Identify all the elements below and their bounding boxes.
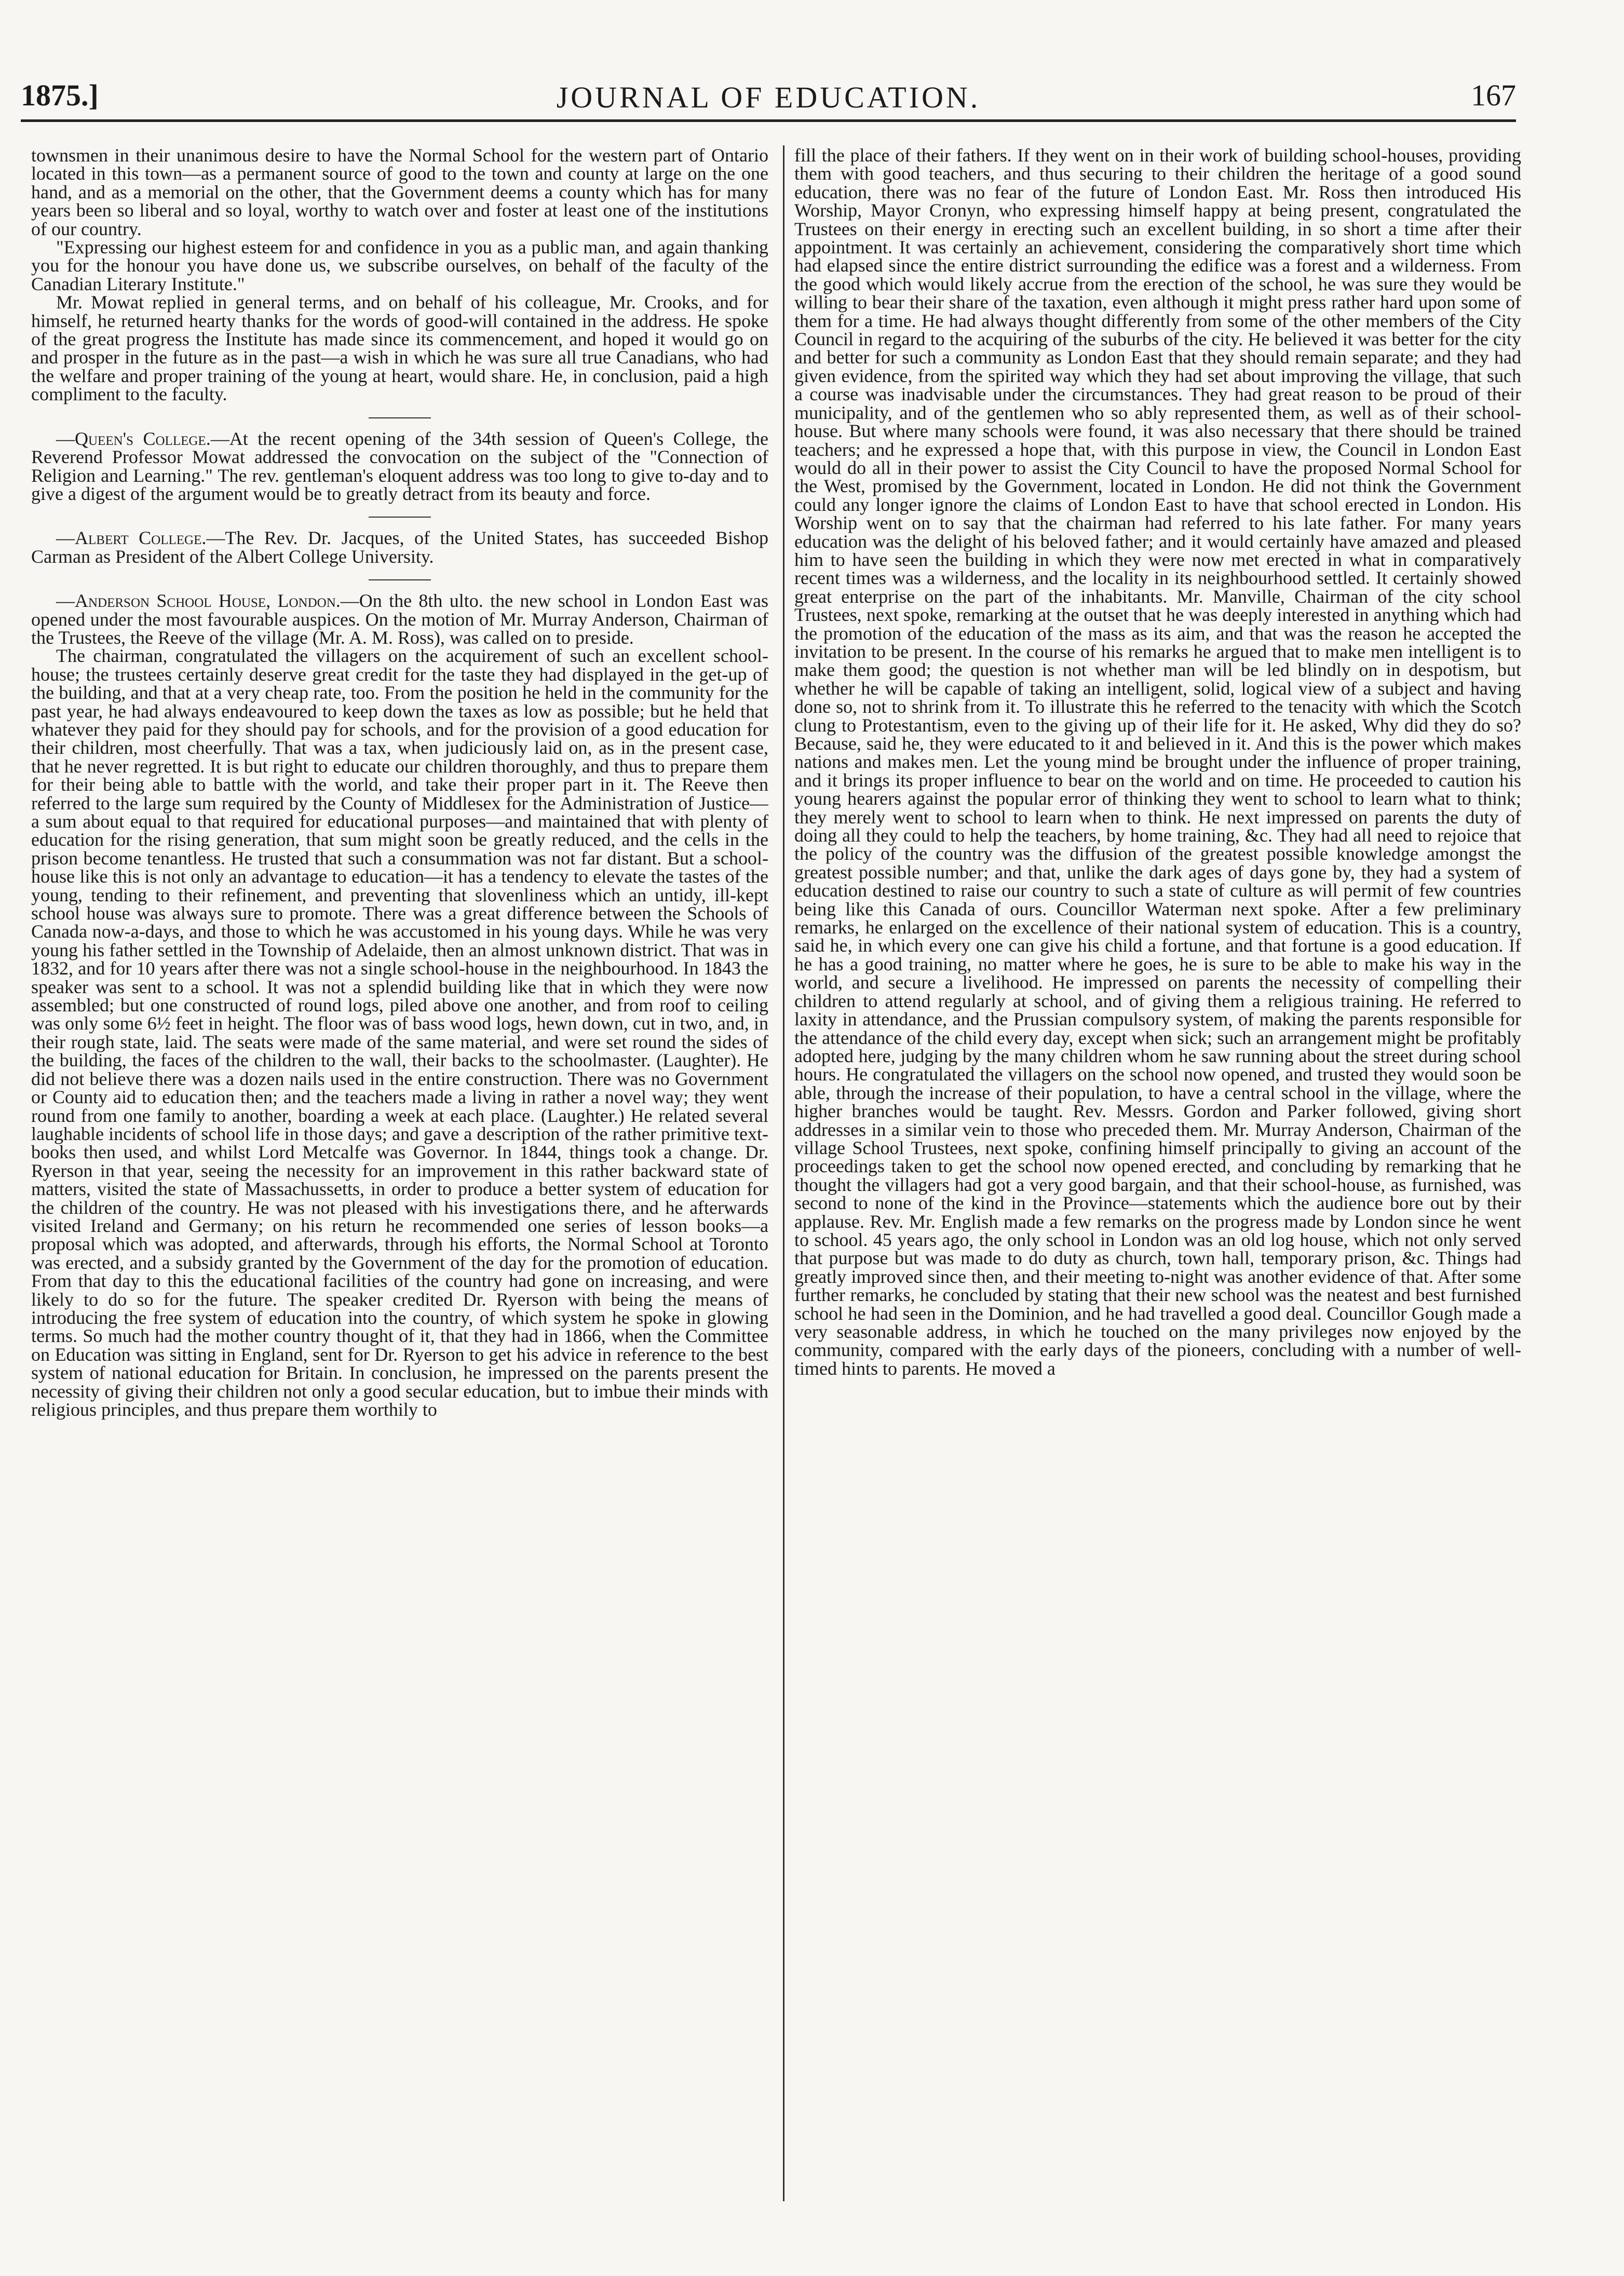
news-heading: —Queen's College.: [56, 428, 211, 449]
paragraph: "Expressing our highest esteem for and confidence in you as a public man, and again thanking you for the honour you have done us, we subscribe ourselves, on behalf of the faculty of the Canadian Literary Institute.": [31, 237, 768, 294]
running-header: [21, 78, 1516, 122]
journal-title: JOURNAL OF EDUCATION.: [556, 80, 981, 114]
section-divider: [369, 517, 431, 518]
news-text: —At the recent opening of the 34th session of Queen's College, the Reverend Professor Mowat addressed the convocation on the subject of the "Connection of Religion and Learning." The rev. gentleman's eloquent address was too long to give to-day and to give a digest of the argument would be to greatly detract from its beauty and force.: [31, 428, 768, 504]
column-rule: [783, 145, 784, 2201]
news-item-albert-college: [31, 529, 768, 566]
header-year: 1875.]: [21, 78, 99, 112]
right-column: [794, 146, 1521, 2197]
paragraph: townsmen in their unanimous desire to have the Normal School for the western part of Ontario located in this town—as a permanent source of good to the town and county at large on the one hand, and as a memorial on the other, that the Government deems a county which has for many years been so liberal and so loyal, worthy to watch over and foster at least one of the institutions of our country.: [31, 146, 768, 239]
news-heading: —Anderson School House, London.: [56, 590, 341, 612]
paragraph: The chairman, congratulated the villagers on the acquirement of such an excellent school-house; the trustees certainly deserve great credit for the taste they had displayed in the get-up of the building, and that at a very cheap rate, too. From the position he held in the community for the past year, he had always endeavoured to keep down the taxes as low as possible; but he held that whatever they paid for they should pay for schools, and for the provision of a good education for their children, most cheerfully. That was a tax, when judiciously laid on, as in the present case, that he never regretted. It is but right to educate our children thoroughly, and thus to prepare them for their being able to battle with the world, and take their proper part in it. The Reeve then referred to the large sum required by the County of Middlesex for the Administration of Justice—a sum about equal to that required for educational purposes—and maintained that with plenty of education for the rising generation, that sum might soon be greatly reduced, and the cells in the prison become tenantless. He trusted that such a consummation was not far distant. But a school-house like this is not only an advantage to education—it has a tendency to elevate the tastes of the young, tending to their refinement, and preventing that slovenliness which an untidy, ill-kept school house was always sure to promote. There was a great difference between the Schools of Canada now-a-days, and those to which he was accustomed in his young days. While he was very young his father settled in the Township of Adelaide, then an almost unknown district. That was in 1832, and for 10 years after there was not a single school-house in the neighbourhood. In 1843 the speaker was sent to a school. It was not a splendid building like that in which they were now assembled; but one constructed of round logs, piled above one another, and from roof to ceiling was only some 6½ feet in height. The floor was of bass wood logs, hewn down, cut in two, and, in their rough state, laid. The seats were made of the same material, and were set round the sides of the building, the faces of the children to the wall, their backs to the schoolmaster. (Laughter). He did not believe there was a dozen nails used in the entire construction. There was no Government or County aid to education then; and the teachers made a living in rather a novel way; they went round from one family to another, boarding a week at each place. (Laughter.) He related several laughable incidents of school life in those days; and gave a description of the rather primitive text-books then used, and whilst Lord Metcalfe was Governor. In 1844, things took a change. Dr. Ryerson in that year, seeing the necessity for an improvement in this rather backward state of matters, visited the state of Massachussetts, in order to produce a better system of education for the children of the country. He was not pleased with his investigations there, and he afterwards visited Ireland and Germany; on his return he recommended one series of lesson books—a proposal which was adopted, and afterwards, through his efforts, the Normal School at Toronto was erected, and a subsidy granted by the Government of the day for the promotion of education. From that day to this the educational facilities of the country had gone on increasing, and were likely to do so for the future. The speaker credited Dr. Ryerson with being the means of introducing the free system of education into the country, of which system he spoke in glowing terms. So much had the mother country thought of it, that they had in 1866, when the Committee on Education was sitting in England, sent for Dr. Ryerson to get his advice in reference to the best system of national education for Britain. In conclusion, he impressed on the parents present the necessity of giving their children not only a good secular education, but to imbue their minds with religious principles, and thus prepare them worthily to: [31, 645, 768, 1420]
news-text: —On the 8th ulto. the new school in London East was opened under the most favourable auspices. On the motion of Mr. Murray Anderson, Chairman of the Trustees, the Reeve of the village (Mr. A. M. Ross), was called on to preside.: [31, 590, 768, 648]
left-column: [31, 146, 768, 2197]
paragraph: Mr. Mowat replied in general terms, and on behalf of his colleague, Mr. Crooks, and for himself, he returned hearty thanks for the words of good-will contained in the address. He spoke of the great progress the Institute has made since its commencement, and hoped it would go on and prosper in the future as in the past—a wish in which he was sure all true Canadians, who had the welfare and proper training of the young at heart, would share. He, in conclusion, paid a high compliment to the faculty.: [31, 292, 768, 405]
news-item-anderson-school: [31, 592, 768, 647]
section-divider: [369, 579, 431, 580]
news-item-queens-college: [31, 430, 768, 504]
paragraph: fill the place of their fathers. If they went on in their work of building school-houses, providing them with good teachers, and thus securing to their children the heritage of a good sound education, there was no fear of the future of London East. Mr. Ross then introduced His Worship, Mayor Cronyn, who expressing himself happy at being present, congratulated the Trustees on their energy in erecting such an excellent building, in so short a time after their appointment. It was certainly an achievement, considering the comparatively short time which had elapsed since the entire district surrounding the edifice was a forest and a wilderness. From the good which would likely accrue from the erection of the school, he was sure they would be willing to bear their share of the taxation, even although it might press rather hard upon some of them for a time. He had always thought differently from some of the other members of the City Council in regard to the acquiring of the suburbs of the city. He believed it was better for the city and better for such a community as London East that they should remain separate; and they had given evidence, from the spirited way which they had set about improving the village, that such a course was inadvisable under the circumstances. They had great reason to be proud of their municipality, and of the gentlemen who so ably represented them, as well as of their school-house. But where many schools were found, it was also necessary that there should be trained teachers; and he expressed a hope that, with this purpose in view, the Council in London East would do all in their power to assist the City Council to have the proposed Normal School for the West, promised by the Government, located in London. He did not think the Government could any longer ignore the claims of London East to have that school erected in London. His Worship went on to say that the chairman had referred to his late father. For many years education was the delight of his beloved father; and it would certainly have amazed and pleased him to have seen the building in which they were now met erected in what in comparatively recent times was a wilderness, and the locality in its neighbourhood settled. It certainly showed great enterprise on the part of the inhabitants. Mr. Manville, Chairman of the city school Trustees, next spoke, remarking at the outset that he was deeply interested in anything which had the promotion of the education of the mass as its aim, and that was the reason he accepted the invitation to be present. In the course of his remarks he argued that to make men intelligent is to make them good; the question is not whether man will be led blindly on in despotism, but whether he will be capable of taking an intelligent, solid, logical view of a subject and having done so, not to shrink from it. To illustrate this he referred to the tenacity with which the Scotch clung to Protestantism, even to the giving up of their life for it. He asked, Why did they do so? Because, said he, they were educated to it and believed in it. And this is the power which makes nations and makes men. Let the young mind be brought under the influence of proper training, and it brings its proper influence to bear on the world and on time. He proceeded to caution his young hearers against the popular error of thinking they went to school to learn what to think; they merely went to school to learn when to think. He next impressed on parents the duty of doing all they could to help the teachers, by home training, &c. They had all need to rejoice that the policy of the country was the diffusion of the greatest possible knowledge amongst the greatest possible number; and that, unlike the dark ages of days gone by, they had a system of education destined to raise our country to such a state of culture as will permit of few countries being like this Canada of ours. Councillor Waterman next spoke. After a few preliminary remarks, he enlarged on the excellence of their national system of education. This is a country, said he, in which every one can give his child a fortune, and that fortune is a good education. If he has a good training, no matter where he goes, he is sure to be able to make his way in the world, and secure a livelihood. He impressed on parents the necessity of compelling their children to attend regularly at school, and of giving them a religious training. He referred to laxity in attendance, and the Prussian compulsory system, of making the parents responsible for the attendance of the child every day, except when sick; such an arrangement might be profitably adopted here, judging by the many children whom he saw running about the street during school hours. He congratulated the villagers on the school now opened, and trusted they would soon be able, through the increase of their population, to have a central school in the village, where the higher branches would be taught. Rev. Messrs. Gordon and Parker followed, giving short addresses in a similar vein to those who preceded them. Mr. Murray Anderson, Chairman of the village School Trustees, next spoke, confining himself principally to giving an account of the proceedings taken to get the school now opened erected, and concluding by remarking that he thought the villagers had got a very good bargain, and that their school-house, as furnished, was second to none of the kind in the Province—statements which the audience bore out by their applause. Rev. Mr. English made a few remarks on the progress made by London since he went to school. 45 years ago, the only school in London was an old log house, which not only served that purpose but was made to do duty as church, town hall, temporary prison, &c. Things had greatly improved since then, and their meeting to-night was another evidence of that. After some further remarks, he concluded by stating that their new school was the neatest and best furnished school he had seen in the Dominion, and he had travelled a good deal. Councillor Gough made a very seasonable address, in which he touched on the many privileges now enjoyed by the community, compared with the early days of the pioneers, concluding with a number of well-timed hints to parents. He moved a: [794, 146, 1521, 1379]
news-heading: —Albert College.: [56, 527, 207, 549]
news-text: —The Rev. Dr. Jacques, of the United States, has succeeded Bishop Carman as President of the Albert College University.: [31, 527, 768, 567]
page-number: 167: [1471, 78, 1516, 112]
section-divider: [369, 417, 431, 418]
